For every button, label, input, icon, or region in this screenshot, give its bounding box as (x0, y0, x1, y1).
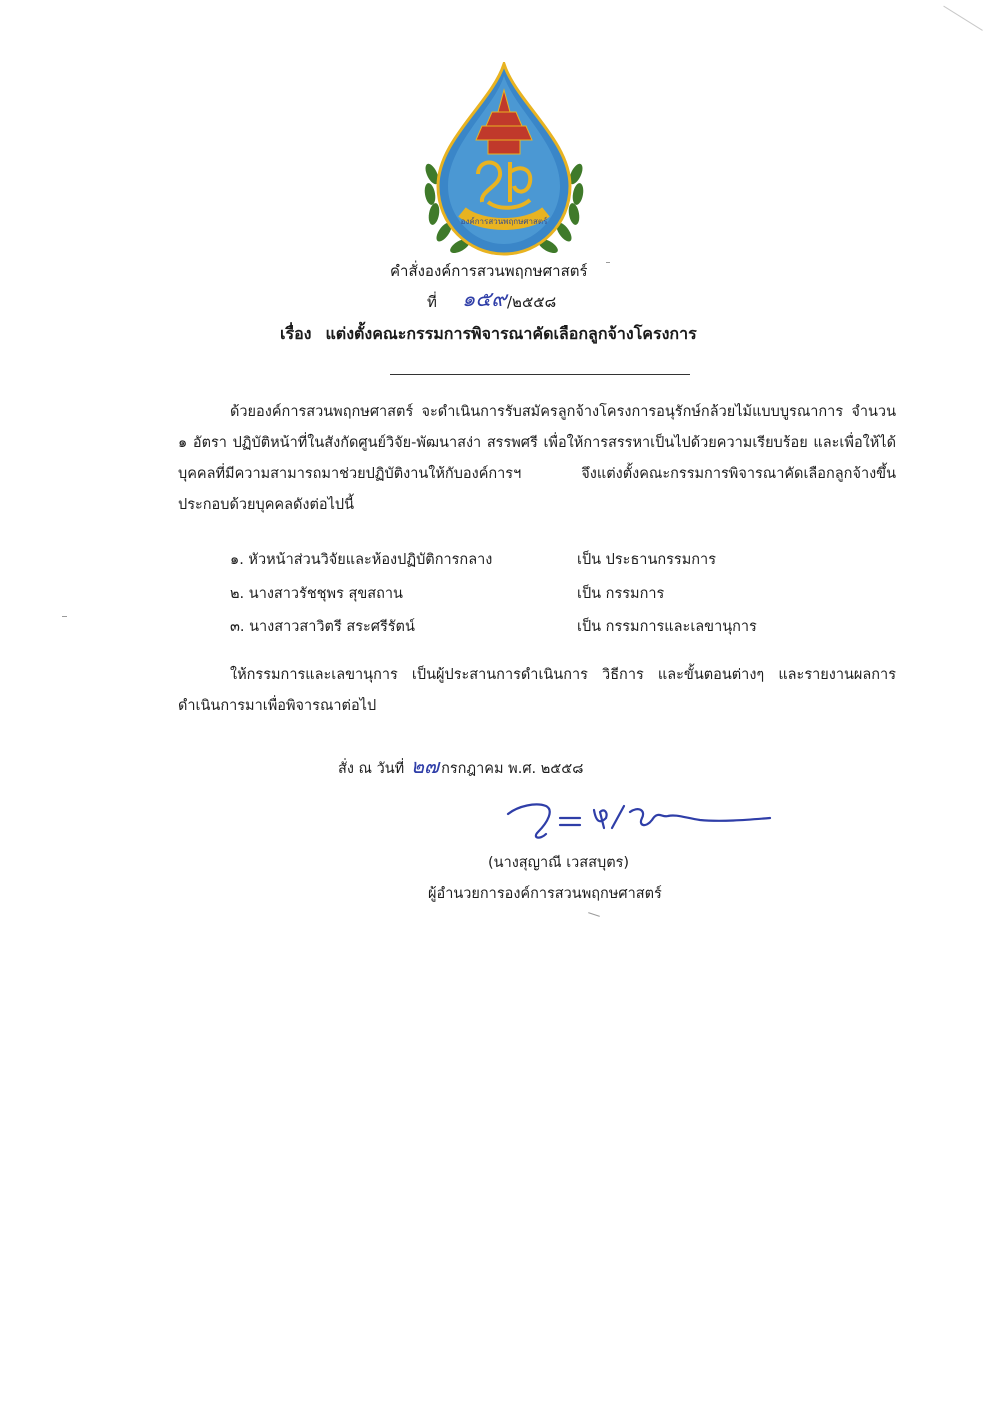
member-3-role: เป็น กรรมการและเลขานุการ (577, 619, 757, 635)
page-corner-fold (943, 0, 998, 31)
month-year: กรกฎาคม พ.ศ. ๒๕๕๘ (441, 761, 584, 777)
order-subject (280, 322, 697, 347)
body-paragraph-2: ให้กรรมการและเลขานุการ เป็นผู้ประสานการดำเนินการ วิธีการ และขั้นตอนต่างๆ และรายงานผลการดำเนินการมาเพื่อพิจารณาต่อไป (178, 667, 896, 714)
member-1-name: ๑. หัวหน้าส่วนวิจัยและห้องปฏิบัติการกลาง (230, 552, 493, 568)
heading-divider (390, 374, 690, 375)
subject-text: แต่งตั้งคณะกรรมการพิจารณาคัดเลือกลูกจ้างโครงการ (325, 324, 697, 343)
member-3-name: ๓. นางสาวสาวิตรี สระศรีรัตน์ (230, 619, 415, 635)
order-date-line (338, 750, 583, 782)
signer-name: (นางสุญาณี เวสสบุตร) (488, 855, 630, 871)
scan-speck (606, 262, 610, 263)
member-2-role: เป็น กรรมการ (577, 586, 665, 602)
handwritten-signature (500, 788, 775, 850)
subject-label: เรื่อง (280, 324, 312, 343)
scan-speck (588, 912, 600, 917)
ordered-prefix: สั่ง ณ วันที่ (338, 761, 405, 777)
body-paragraph-1: ด้วยองค์การสวนพฤกษศาสตร์ จะดำเนินการรับสมัครลูกจ้างโครงการอนุรักษ์กล้วยไม้แบบบูรณาการ จำนวน ๑ อัตรา ปฏิบัติหน้าที่ในสังกัดศูนย์วิจัย-พัฒนาสง่า สรรพศรี เพื่อให้การสรรหาเป็นไปด้วยความเรียบร้อย และเพื่อให้ได้บุคคลที่มีความสามารถมาช่วยปฏิบัติงานให้กับองค์การฯ จึงแต่งตั้งคณะกรรมการพิจารณาคัดเลือกลูกจ้างขึ้น ประกอบด้วยบุคคลดังต่อไปนี้ (178, 404, 896, 513)
day-handwritten: ๒๗ (410, 754, 440, 778)
member-1-role: เป็น ประธานกรรมการ (577, 552, 716, 568)
org-seal-logo (418, 62, 590, 260)
order-title: คำสั่งองค์การสวนพฤกษศาสตร์ (390, 262, 588, 280)
scan-speck (62, 616, 67, 617)
order-number-year: /๒๕๕๘ (507, 293, 557, 311)
member-2-name: ๒. นางสาวรัชชุพร สุขสถาน (230, 586, 403, 602)
seal-ribbon-text: องค์การสวนพฤกษศาสตร์ (460, 217, 548, 226)
order-number-handwritten: ๑๕๙ (462, 287, 507, 311)
signer-position: ผู้อำนวยการองค์การสวนพฤกษศาสตร์ (428, 886, 662, 902)
order-number-label: ที่ (427, 293, 437, 311)
